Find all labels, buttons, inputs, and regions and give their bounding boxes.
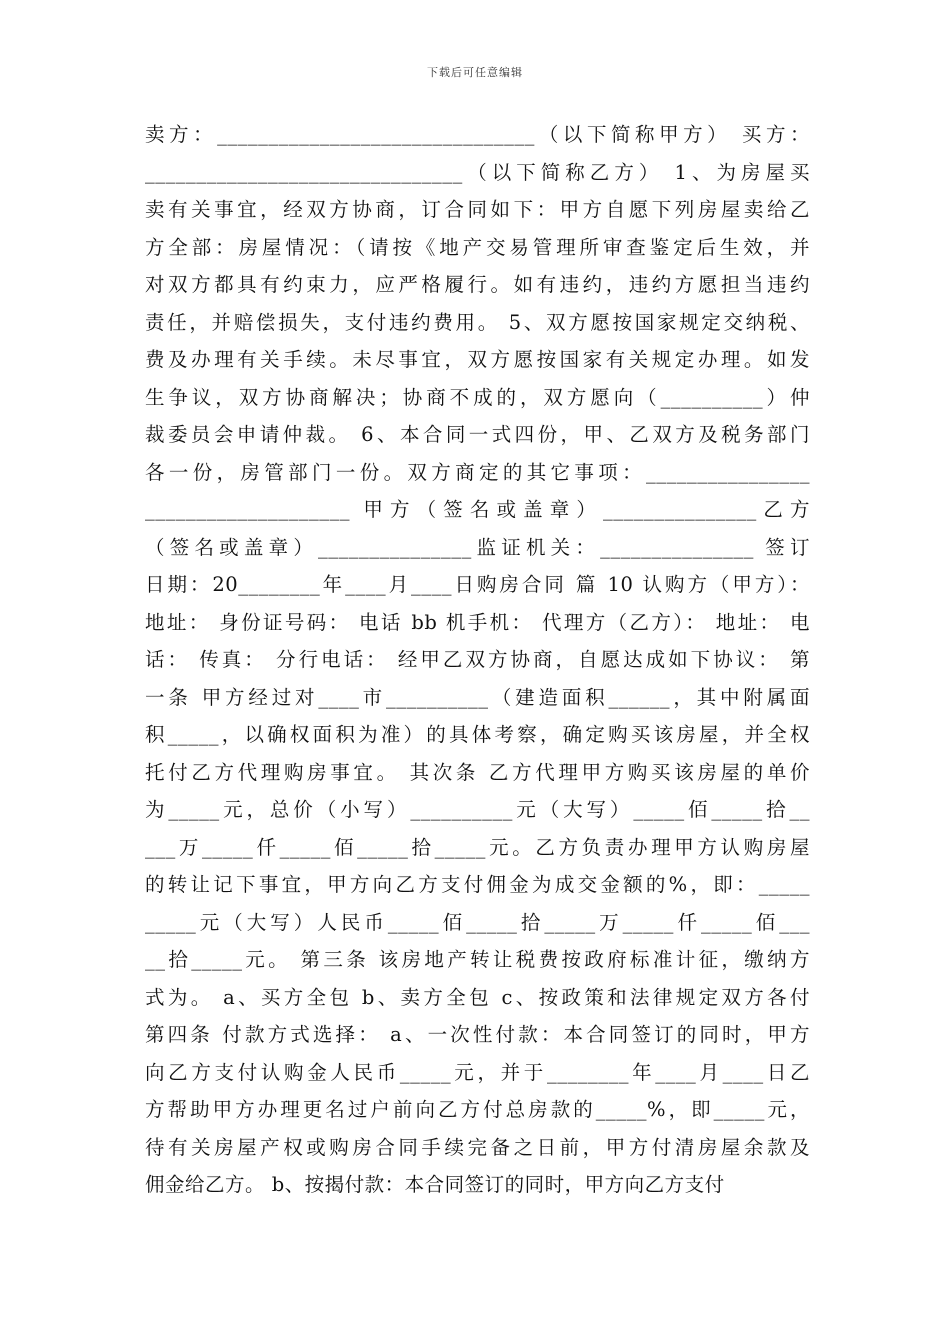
text-line: 费及办理有关手续。未尽事宜，双方愿按国家有关规定办理。如发 [145, 348, 810, 371]
text-line: ____________________ 甲方（签名或盖章）_______________乙方 [145, 498, 810, 521]
page-header: 下载后可任意编辑 [427, 66, 523, 79]
text-line: 日期：20________年____月____日购房合同 篇 10 认购方（甲方）： [145, 573, 810, 596]
text-line: 卖方：_______________________________（以下简称甲方） 买方： [145, 123, 810, 146]
text-line: 佣金给乙方。 b、按揭付款：本合同签订的同时，甲方向乙方支付 [145, 1173, 725, 1196]
text-line: 第四条 付款方式选择： a、一次性付款：本合同签订的同时，甲方 [145, 1023, 810, 1046]
text-line: 托付乙方代理购房事宜。 其次条 乙方代理甲方购买该房屋的单价 [145, 760, 810, 784]
text-line: 向乙方支付认购金人民币_____元，并于________年____月____日乙 [145, 1060, 810, 1084]
text-line: _______________________________（以下简称乙方） 1、为房屋买 [145, 160, 810, 184]
text-line: 为_____元，总价（小写）__________元（大写）_____佰_____拾__ [145, 798, 810, 821]
text-line: 裁委员会申请仲裁。 6、本合同一式四份，甲、乙双方及税务部门 [145, 423, 810, 446]
text-line: 积_____，以确权面积为准）的具体考察，确定购买该房屋，并全权 [145, 723, 810, 746]
text-line: 一条 甲方经过对____市__________（建造面积______，其中附属面 [145, 685, 810, 709]
text-line: ___万_____仟_____佰_____拾_____元。乙方负责办理甲方认购房屋 [145, 835, 810, 859]
text-line: __拾_____元。 第三条 该房地产转让税费按政府标准计征，缴纳方 [145, 948, 810, 971]
text-line: _____元（大写）人民币_____佰_____拾_____万_____仟_____佰___ [145, 910, 810, 934]
text-line: 的转让记下事宜，甲方向乙方支付佣金为成交金额的%，即：_____ [145, 873, 810, 896]
text-line: 对双方都具有约束力，应严格履行。如有违约，违约方愿担当违约 [145, 273, 810, 296]
text-line: 式为。 a、买方全包 b、卖方全包 c、按政策和法律规定双方各付 [145, 985, 810, 1009]
text-line: 方帮助甲方办理更名过户前向乙方付总房款的_____%，即_____元， [145, 1098, 810, 1121]
contract-body [145, 116, 810, 1204]
text-line: 卖有关事宜，经双方协商，订合同如下：甲方自愿下列房屋卖给乙 [145, 198, 810, 221]
text-line: 责任，并赔偿损失，支付违约费用。 5、双方愿按国家规定交纳税、 [145, 310, 810, 334]
text-line: 方全部：房屋情况：（请按《地产交易管理所审查鉴定后生效，并 [145, 235, 810, 259]
text-line: 生争议，双方协商解决；协商不成的，双方愿向（__________）仲 [145, 385, 810, 409]
text-line: 待有关房屋产权或购房合同手续完备之日前，甲方付清房屋余款及 [145, 1135, 810, 1159]
text-line: （签名或盖章）_______________监证机关：_______________ 签订 [145, 535, 810, 559]
text-line: 话： 传真： 分行电话： 经甲乙双方协商，自愿达成如下协议： 第 [145, 648, 810, 671]
text-line: 地址： 身份证号码： 电话 bb 机手机： 代理方（乙方）： 地址： 电 [145, 610, 810, 634]
text-line: 各一份，房管部门一份。双方商定的其它事项：________________ [145, 460, 810, 484]
